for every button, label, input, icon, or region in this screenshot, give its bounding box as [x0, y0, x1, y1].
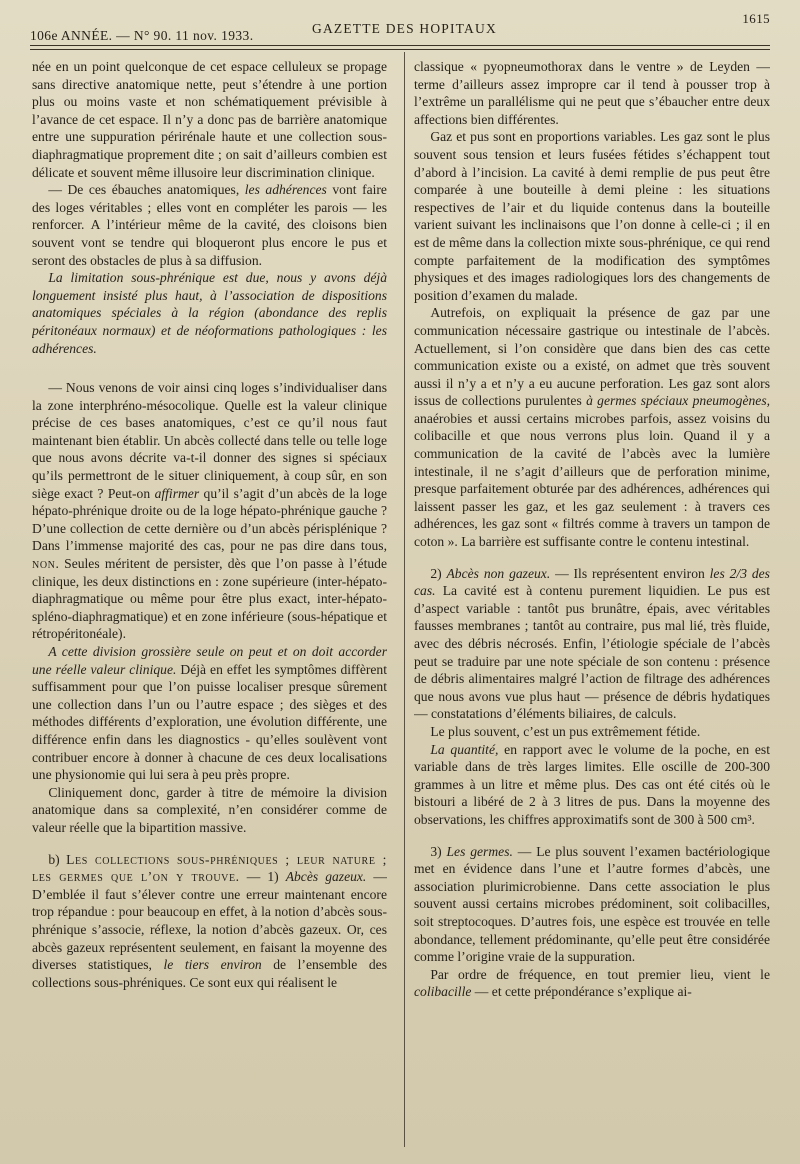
italic-run: le tiers environ [163, 957, 262, 973]
paragraph: Le plus souvent, c’est un pus extrêmement fétide. [430, 723, 701, 739]
text-run: — Ils représentent environ [555, 565, 705, 581]
spacer [32, 357, 387, 379]
page-number: 1615 [742, 11, 770, 26]
page-header [30, 11, 770, 44]
paragraph [414, 565, 770, 723]
text-run: 3) [430, 843, 442, 859]
left-column [32, 58, 387, 1148]
paragraph [414, 966, 770, 1001]
header-rule-thin [30, 49, 770, 50]
italic-run: colibacille [414, 984, 472, 1000]
text-run: La cavité est à contenu purement liquidien. Le pus est d’aspect variable : tantôt pus brunâtre, épais, avec véritables fausses membranes ; tantôt au contraire, pus mal lié, très fluide, avec des débris nécrosés. Enfin, l’étiologie spéciale de l’abcès peut se traduire par une note spéciale de son contenu : présence de débris alimentaires malgré l’action de filtrage des adhérences que nous avons vue plus haut — présence de débris hydatiques — constatations d’éléments biliaires, de calculs. [414, 583, 770, 722]
text-run: — Nous venons de voir ainsi cinq loges s’individualiser dans la zone interphréno-mésocolique. Quelle est la valeur clinique précise de ces bases anatomiques, c’est ce qu’il nous faut maintenant bien établir. Un abcès collecté dans telle ou telle loge que nous avons décrite va-t-il donner des signes si spéciaux qu’ils permettront de le situer cliniquement, à coup sûr, en son siège exact ? Peut-on [32, 380, 387, 501]
spacer [414, 829, 770, 843]
text-run: — De ces ébauches anatomiques, [48, 182, 240, 198]
text-run: — et cette prépondérance s’explique ai- [474, 984, 692, 1000]
right-column [414, 58, 770, 1148]
paragraph [414, 304, 770, 550]
spacer [32, 837, 387, 851]
text-run: en rapport avec le volume de la poche, en est variable dans de très larges limites. Elle oscille de 200-300 grammes à un litre et même plus. Des cas ont été cités où le bistouri a libéré de 2 à 3 litres de pus. Dans la moyenne des observations, les chiffres approximatifs sont de 300 à 500 cm³. [414, 741, 770, 827]
text-run: qu’il s’agit d’un abcès de la loge hépato-phrénique droite ou de la loge hépato-phrénique gauche ? D’une collection de cette dernière ou d’un abcès périsplénique ? Dans l’immense majorité des cas, pour ne pas dire dans tous, [32, 485, 387, 554]
spacer [414, 551, 770, 565]
italic-run: Les germes. [446, 843, 513, 859]
paragraph [32, 379, 387, 643]
text-run: de l’ensemble des collections sous-phréniques. Ce sont eux qui réalisent le [32, 957, 387, 990]
italic-run: Abcès non gazeux. [446, 565, 551, 581]
journal-title: GAZETTE DES HOPITAUX [312, 21, 497, 36]
text-run: — Le plus souvent l’examen bactériologique met en évidence dans l’une et l’autre formes d’abcès, une association plurimicrobienne. Dans cette association le plus souvent aussi certains microbes prédominent, soit colibacilles, soit streptocoques. D’autres fois, une espèce est trouvée en telle abondance, tellement prédominante, qu’elle peut être considérée comme l’origine vraie de la suppuration. [414, 843, 770, 965]
text-run: — 1) [246, 869, 279, 885]
text-run: Par ordre de fréquence, en tout premier lieu, vient le [430, 966, 770, 982]
paragraph: Gaz et pus sont en proportions variables. Les gaz sont le plus souvent sous tension et leurs fusées fétides s’échappent tout d’abord à l’incision. La cavité à demi remplie de pus peut être comparée à une bouteille à demi pleine : les situations respectives de l’air et du liquide contenus dans la bouteille varient suivant les inclinaisons que l’on donne à celle-ci ; il en est de même dans la collection mixte sous-phrénique, ce qui rend compte parfaitement de la modification des symptômes physiques et des images radiologiques lors des changements de position d’examen du malade. [414, 129, 770, 303]
text-run: Autrefois, on expliquait la présence de gaz par une communication nécessaire gastrique ou intestinale de l’abcès. Actuellement, si l’on considère que dans bien des cas cette communication existe ou a existé, on admet que très souvent aussi il n’y a et n’y a eu aucune perforation. Les gaz sont alors issus de collections purulentes [414, 305, 770, 409]
smallcaps-run: Les collections sous-phréniques ; leur nature ; les germes que l’on y trouve. [32, 851, 387, 885]
paragraph [32, 643, 387, 784]
italic-run: A cette division grossière seule on peut et on doit accorder une réelle valeur clinique. [32, 644, 387, 677]
paragraph [414, 741, 770, 829]
text-run: vont faire des loges véritables ; elles vont en compléter les parois — les renforcer. A l’intérieur même de la cavité, des cloisons bien souvent vont se tendre qui bloqueront plus encore le pus et seront des obstacles de plus à sa diffusion. [32, 182, 387, 268]
text-run: b) [48, 851, 60, 867]
issue-info: 106e ANNÉE. — N° 90. 11 nov. 1933. [30, 28, 254, 43]
italic-run: à germes spéciaux pneumogènes, [586, 393, 770, 409]
emphasis-paragraph: La limitation sous-phrénique est due, nous y avons déjà longuement insisté plus haut, à l’association de dispositions anatomiques spéciales à la région (abondance des replis péritonéaux normaux) et de néoformations pathologiques : les adhérences. [32, 270, 387, 356]
italic-run: les adhérences [244, 182, 327, 198]
text-run: 2) [430, 565, 442, 581]
text-run: anaérobies et aussi certains microbes parfois, assez voisins du colibacille et que nous verrons plus loin. Quand il y a communication de la cavité de l’abcès avec la lumière intestinale, il ne s’agit d’ailleurs que de perforation minime, presque parfaitement obturée par des adhérences, adhérences qui laissent passer les gaz, et les gaz seulement : à travers ces adhérences, les gaz sont « filtrés comme à travers un tampon de coton ». La barrière est suffisante contre le contenu intestinal. [414, 410, 770, 550]
italic-run: La quantité, [430, 741, 499, 757]
italic-run: les 2/3 des cas. [414, 565, 770, 599]
paragraph: Cliniquement donc, garder à titre de mémoire la division anatomique dans sa complexité, n’en considérer comme de valeur réelle que la bipartition massive. [32, 784, 387, 835]
column-divider [404, 52, 405, 1147]
header-rule-thick [30, 45, 770, 46]
paragraph [32, 181, 387, 269]
smallcaps-run: non [32, 556, 56, 572]
italic-run: Abcès gazeux. [285, 869, 367, 885]
paragraph: née en un point quelconque de cet espace celluleux se propage sans directive anatomique nette, peut s’étendre à une portion plus ou moins vaste et non schématiquement prévisible à l’avance de cet espace. Il n’y a donc pas de barrière anatomique entre une suppuration périrénale haute et une collection sous-diaphragmatique proprement dite ; on sait d’ailleurs combien est délicate et souvent même illusoire leur discrimination clinique. [32, 59, 387, 180]
text-run: — D’emblée il faut s’élever contre une erreur maintenant encore trop répandue : pour beaucoup en effet, à la notion d’abcès sous-phrénique s’associe, réflexe, la notion d’abcès gazeux. Or, ces abcès gazeux représentent seulement, en faisant la moyenne des diverses statistiques, [32, 869, 387, 973]
text-run: Déjà en effet les symptômes diffèrent suffisamment pour que l’on puisse localiser presque sûrement une collection dans l’un ou l’autre espace ; des sièges et des méthodes différents d’exploration, une évolution différente, une différence enfin dans les diagnostics - qu’elles soulèvent vont contribuer encore à donner à chacune de ces deux localisations une physionomie qui lui sera à peu près propre. [32, 661, 387, 783]
section-heading-paragraph [32, 851, 387, 992]
paragraph [414, 843, 770, 966]
italic-run: affirmer [154, 485, 200, 501]
text-run: . Seules méritent de persister, dès que l’on passe à l’étude clinique, les deux distinctions en : zone supérieure (inter-hépato-diaphragmatique ou même pour être plus exact, inter-hépato-spléno-diaphragmatique) et en zone inférieure (sous-hépatique et rétropéritonéale). [32, 556, 387, 642]
paragraph: classique « pyopneumothorax dans le ventre » de Leyden — terme d’ailleurs assez impropre car il tend à pousser trop à l’extrême un parallélisme qui ne peut que s’ébaucher entre deux affections bien différentes. [414, 59, 770, 127]
